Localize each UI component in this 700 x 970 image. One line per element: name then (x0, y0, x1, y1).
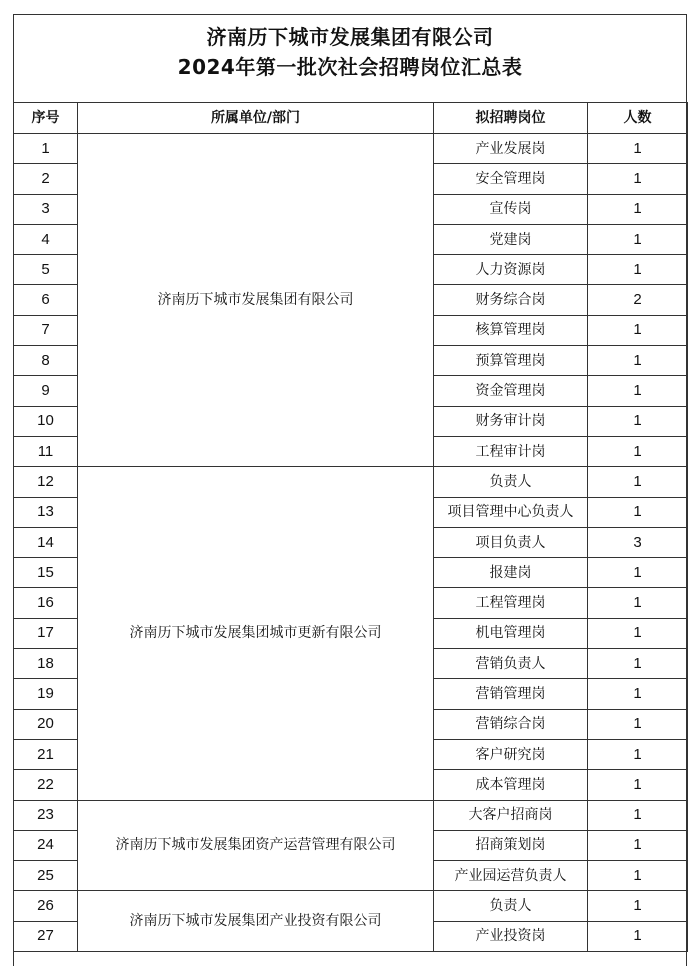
cell-position: 工程管理岗 (434, 588, 588, 618)
cell-seq: 4 (14, 224, 78, 254)
cell-position: 产业园运营负责人 (434, 861, 588, 891)
header-seq: 序号 (14, 103, 78, 134)
cell-seq: 8 (14, 346, 78, 376)
cell-seq: 1 (14, 134, 78, 164)
cell-count: 1 (588, 224, 688, 254)
cell-count: 1 (588, 800, 688, 830)
cell-position: 机电管理岗 (434, 618, 588, 648)
cell-count: 1 (588, 861, 688, 891)
cell-count: 3 (588, 527, 688, 557)
cell-count: 1 (588, 618, 688, 648)
header-position: 拟招聘岗位 (434, 103, 588, 134)
cell-position: 党建岗 (434, 224, 588, 254)
table-row (14, 467, 688, 497)
cell-count: 1 (588, 436, 688, 466)
cell-seq: 17 (14, 618, 78, 648)
cell-count: 1 (588, 770, 688, 800)
cell-seq: 5 (14, 255, 78, 285)
cell-count: 1 (588, 709, 688, 739)
cell-seq: 10 (14, 406, 78, 436)
cell-position: 工程审计岗 (434, 436, 588, 466)
cell-seq: 27 (14, 921, 78, 951)
cell-seq: 24 (14, 830, 78, 860)
table-row (14, 800, 688, 830)
title-line-2: 2024年第一批次社会招聘岗位汇总表 (177, 55, 523, 79)
title-line-1: 济南历下城市发展集团有限公司 (206, 25, 494, 49)
cell-position: 宣传岗 (434, 194, 588, 224)
cell-count: 1 (588, 830, 688, 860)
cell-count: 1 (588, 679, 688, 709)
table-row (14, 134, 688, 164)
cell-position: 财务综合岗 (434, 285, 588, 315)
cell-seq: 16 (14, 588, 78, 618)
cell-count: 1 (588, 739, 688, 769)
cell-count: 1 (588, 558, 688, 588)
cell-count: 2 (588, 285, 688, 315)
cell-position: 成本管理岗 (434, 770, 588, 800)
cell-seq: 20 (14, 709, 78, 739)
cell-position: 负责人 (434, 467, 588, 497)
cell-count: 1 (588, 467, 688, 497)
cell-seq: 18 (14, 649, 78, 679)
cell-count: 1 (588, 315, 688, 345)
cell-position: 大客户招商岗 (434, 800, 588, 830)
cell-position: 客户研究岗 (434, 739, 588, 769)
cell-seq: 15 (14, 558, 78, 588)
cell-position: 项目管理中心负责人 (434, 497, 588, 527)
cell-seq: 3 (14, 194, 78, 224)
cell-count: 1 (588, 376, 688, 406)
cell-seq: 6 (14, 285, 78, 315)
cell-count: 1 (588, 194, 688, 224)
cell-position: 负责人 (434, 891, 588, 921)
table-body (14, 134, 688, 952)
cell-position: 招商策划岗 (434, 830, 588, 860)
cell-seq: 19 (14, 679, 78, 709)
header-dept: 所属单位/部门 (78, 103, 434, 134)
cell-position: 营销负责人 (434, 649, 588, 679)
table-row (14, 891, 688, 921)
cell-count: 1 (588, 164, 688, 194)
cell-position: 产业发展岗 (434, 134, 588, 164)
recruitment-table (13, 102, 688, 952)
cell-count: 1 (588, 346, 688, 376)
cell-position: 核算管理岗 (434, 315, 588, 345)
cell-count: 1 (588, 921, 688, 951)
cell-dept: 济南历下城市发展集团资产运营管理有限公司 (78, 800, 434, 891)
cell-count: 1 (588, 497, 688, 527)
cell-seq: 25 (14, 861, 78, 891)
cell-position: 安全管理岗 (434, 164, 588, 194)
cell-seq: 13 (14, 497, 78, 527)
cell-seq: 2 (14, 164, 78, 194)
cell-position: 人力资源岗 (434, 255, 588, 285)
cell-count: 1 (588, 891, 688, 921)
cell-position: 预算管理岗 (434, 346, 588, 376)
cell-seq: 22 (14, 770, 78, 800)
cell-count: 1 (588, 255, 688, 285)
cell-seq: 14 (14, 527, 78, 557)
cell-seq: 7 (14, 315, 78, 345)
cell-seq: 9 (14, 376, 78, 406)
cell-position: 营销综合岗 (434, 709, 588, 739)
cell-seq: 11 (14, 436, 78, 466)
cell-dept: 济南历下城市发展集团城市更新有限公司 (78, 467, 434, 800)
table-header-row (14, 103, 688, 134)
cell-position: 产业投资岗 (434, 921, 588, 951)
cell-count: 1 (588, 649, 688, 679)
cell-seq: 21 (14, 739, 78, 769)
cell-seq: 26 (14, 891, 78, 921)
cell-position: 资金管理岗 (434, 376, 588, 406)
cell-count: 1 (588, 588, 688, 618)
cell-count: 1 (588, 406, 688, 436)
cell-seq: 23 (14, 800, 78, 830)
cell-dept: 济南历下城市发展集团产业投资有限公司 (78, 891, 434, 952)
cell-position: 项目负责人 (434, 527, 588, 557)
cell-position: 营销管理岗 (434, 679, 588, 709)
cell-dept: 济南历下城市发展集团有限公司 (78, 134, 434, 467)
cell-position: 财务审计岗 (434, 406, 588, 436)
header-count: 人数 (588, 103, 688, 134)
cell-position: 报建岗 (434, 558, 588, 588)
cell-count: 1 (588, 134, 688, 164)
cell-seq: 12 (14, 467, 78, 497)
document-title (14, 22, 686, 82)
